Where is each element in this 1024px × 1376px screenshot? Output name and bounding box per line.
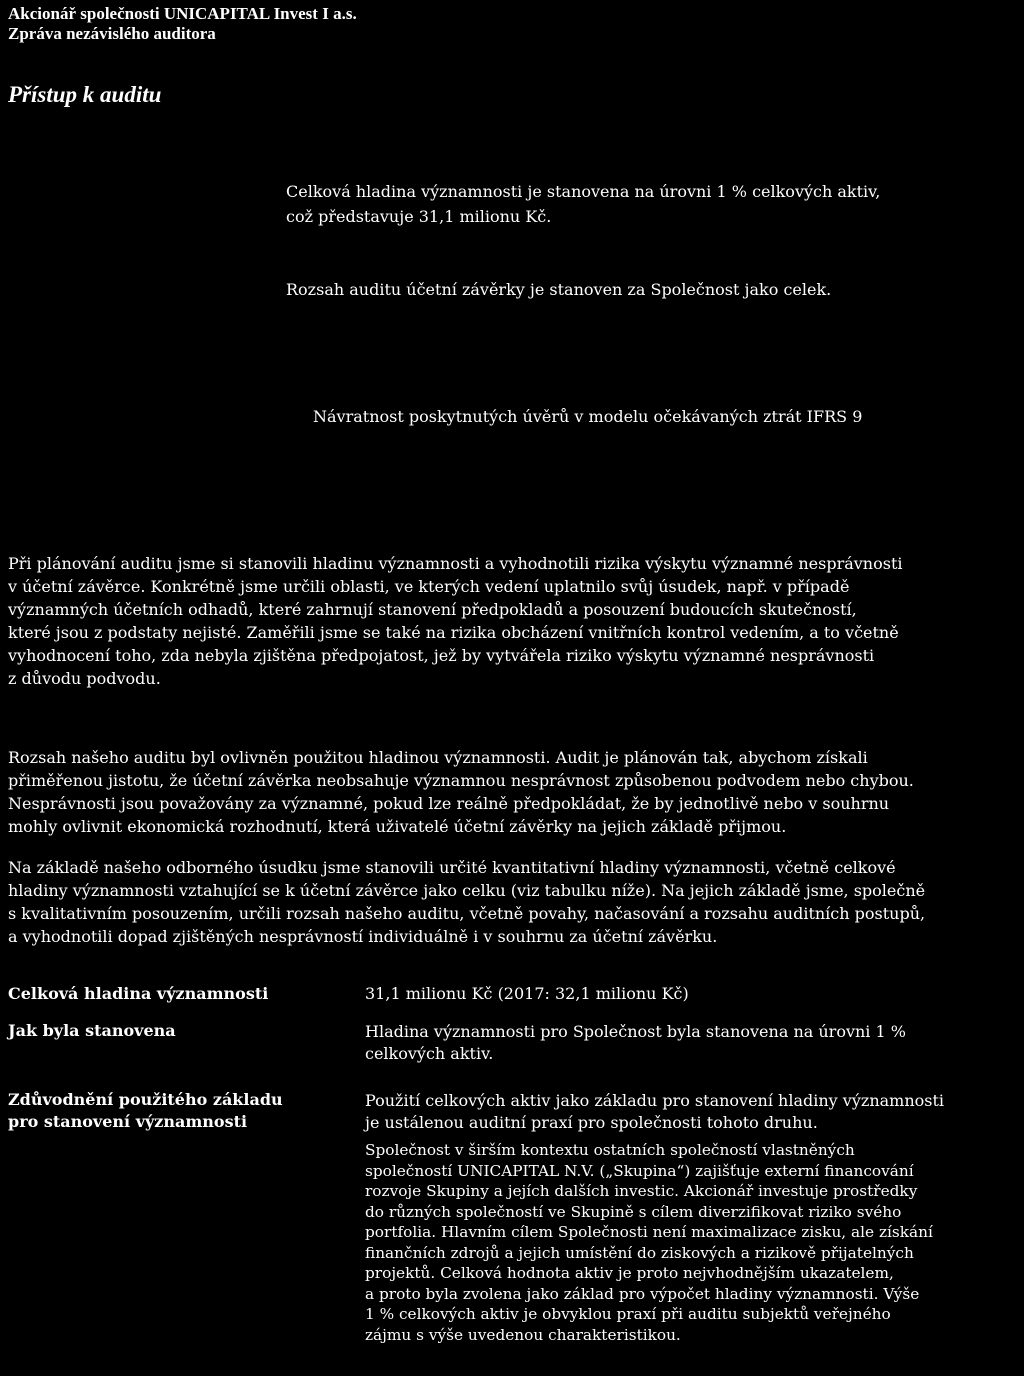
- rationale-value: [365, 1090, 944, 1134]
- value-line: do různých společností ve Skupině s cílem diverzifikovat riziko svého: [365, 1202, 902, 1221]
- label-line: Zdůvodnění použitého základu: [8, 1090, 283, 1109]
- materiality-label: Celková hladina významnosti: [8, 984, 269, 1003]
- section-title: Přístup k auditu: [8, 82, 162, 107]
- label-line: pro stanovení významnosti: [8, 1112, 248, 1131]
- value-line: Společnost v širším kontextu ostatních společností vlastněných: [365, 1141, 855, 1159]
- paragraph-line: Na základě našeho odborného úsudku jsme stanovili určité kvantitativní hladiny významnosti, včetně celkové: [8, 858, 896, 877]
- paragraph-line: které jsou z podstaty nejisté. Zaměřili jsme se také na rizika obcházení vnitřních kontrol vedením, a to včetně: [8, 623, 899, 642]
- determination-label: Jak byla stanovena: [8, 1021, 176, 1040]
- value-line: společností UNICAPITAL N.V. („Skupina“) zajišťuje externí financování: [365, 1161, 914, 1180]
- paragraph-line: Rozsah našeho auditu byl ovlivněn použitou hladinou významnosti. Audit je plánován tak, abychom získali: [8, 748, 868, 767]
- paragraph-line: s kvalitativním posouzením, určili rozsah našeho auditu, včetně povahy, načasování a rozsahu auditních postupů,: [8, 904, 926, 923]
- determination-value: [365, 1021, 906, 1065]
- paragraph-line: přiměřenou jistotu, že účetní závěrka neobsahuje významnou nesprávnost způsobenou podvodem nebo chybou.: [8, 771, 914, 790]
- paragraph-line: v účetní závěrce. Konkrétně jsme určili oblasti, ve kterých vedení uplatnilo svůj úsudek, např. v případě: [8, 577, 850, 596]
- value-line: 1 % celkových aktiv je obvyklou praxí při auditu subjektů veřejného: [365, 1305, 891, 1323]
- overview-materiality-line2: což představuje 31,1 milionu Kč.: [286, 207, 552, 226]
- report-header-title: Zpráva nezávislého auditora: [8, 24, 216, 43]
- overview-key-audit-matter: Návratnost poskytnutých úvěrů v modelu očekávaných ztrát IFRS 9: [313, 407, 863, 426]
- value-line: portfolia. Hlavním cílem Společnosti není maximalizace zisku, ale získání: [365, 1223, 933, 1241]
- value-line: zájmu s výše uvedenou charakteristikou.: [365, 1325, 681, 1344]
- value-line: finančních zdrojů a jejich umístění do ziskových a rizikově přijatelných: [365, 1243, 914, 1262]
- overview-scope: Rozsah auditu účetní závěrky je stanoven za Společnost jako celek.: [286, 280, 832, 299]
- overview-materiality-line1: Celková hladina významnosti je stanovena na úrovni 1 % celkových aktiv,: [286, 182, 881, 201]
- paragraph-line: Při plánování auditu jsme si stanovili hladinu významnosti a vyhodnotili rizika výskytu významné nesprávnosti: [8, 554, 903, 573]
- rationale-explanation: [365, 1140, 933, 1345]
- paragraph-line: a vyhodnotili dopad zjištěných nesprávností individuálně i v souhrnu za účetní závěrku.: [8, 927, 718, 946]
- scope-paragraph: [8, 746, 914, 838]
- value-line: projektů. Celková hodnota aktiv je proto nejvhodnějším ukazatelem,: [365, 1264, 894, 1282]
- rationale-label: [8, 1089, 283, 1133]
- paragraph-line: mohly ovlivnit ekonomická rozhodnutí, která uživatelé účetní závěrky na jejich základě přijmou.: [8, 817, 787, 836]
- paragraph-line: významných účetních odhadů, které zahrnují stanovení předpokladů a posouzení budoucích skutečností,: [8, 600, 857, 619]
- value-line: Použití celkových aktiv jako základu pro stanovení hladiny významnosti: [365, 1091, 945, 1110]
- materiality-value: [365, 983, 689, 1005]
- planning-paragraph: [8, 552, 902, 690]
- value-line: je ustálenou auditní praxí pro společnosti tohoto druhu.: [365, 1113, 818, 1132]
- value-line: 31,1 milionu Kč (2017: 32,1 milionu Kč): [365, 984, 689, 1003]
- quantitative-paragraph: [8, 856, 925, 948]
- paragraph-line: z důvodu podvodu.: [8, 669, 161, 688]
- paragraph-line: Nesprávnosti jsou považovány za významné, pokud lze reálně předpokládat, že by jednotlivě nebo v souhrnu: [8, 794, 890, 813]
- report-header-company: Akcionář společnosti UNICAPITAL Invest I a.s.: [8, 4, 357, 23]
- value-line: rozvoje Skupiny a jejích dalších investic. Akcionář investuje prostředky: [365, 1182, 918, 1200]
- paragraph-line: hladiny významnosti vztahující se k účetní závěrce jako celku (viz tabulku níže). Na jejich základě jsme, společně: [8, 881, 926, 900]
- value-line: celkových aktiv.: [365, 1044, 494, 1063]
- value-line: Hladina významnosti pro Společnost byla stanovena na úrovni 1 %: [365, 1022, 906, 1041]
- value-line: a proto byla zvolena jako základ pro výpočet hladiny významnosti. Výše: [365, 1284, 920, 1303]
- paragraph-line: vyhodnocení toho, zda nebyla zjištěna předpojatost, jež by vytvářela riziko výskytu významné nesprávnosti: [8, 646, 875, 665]
